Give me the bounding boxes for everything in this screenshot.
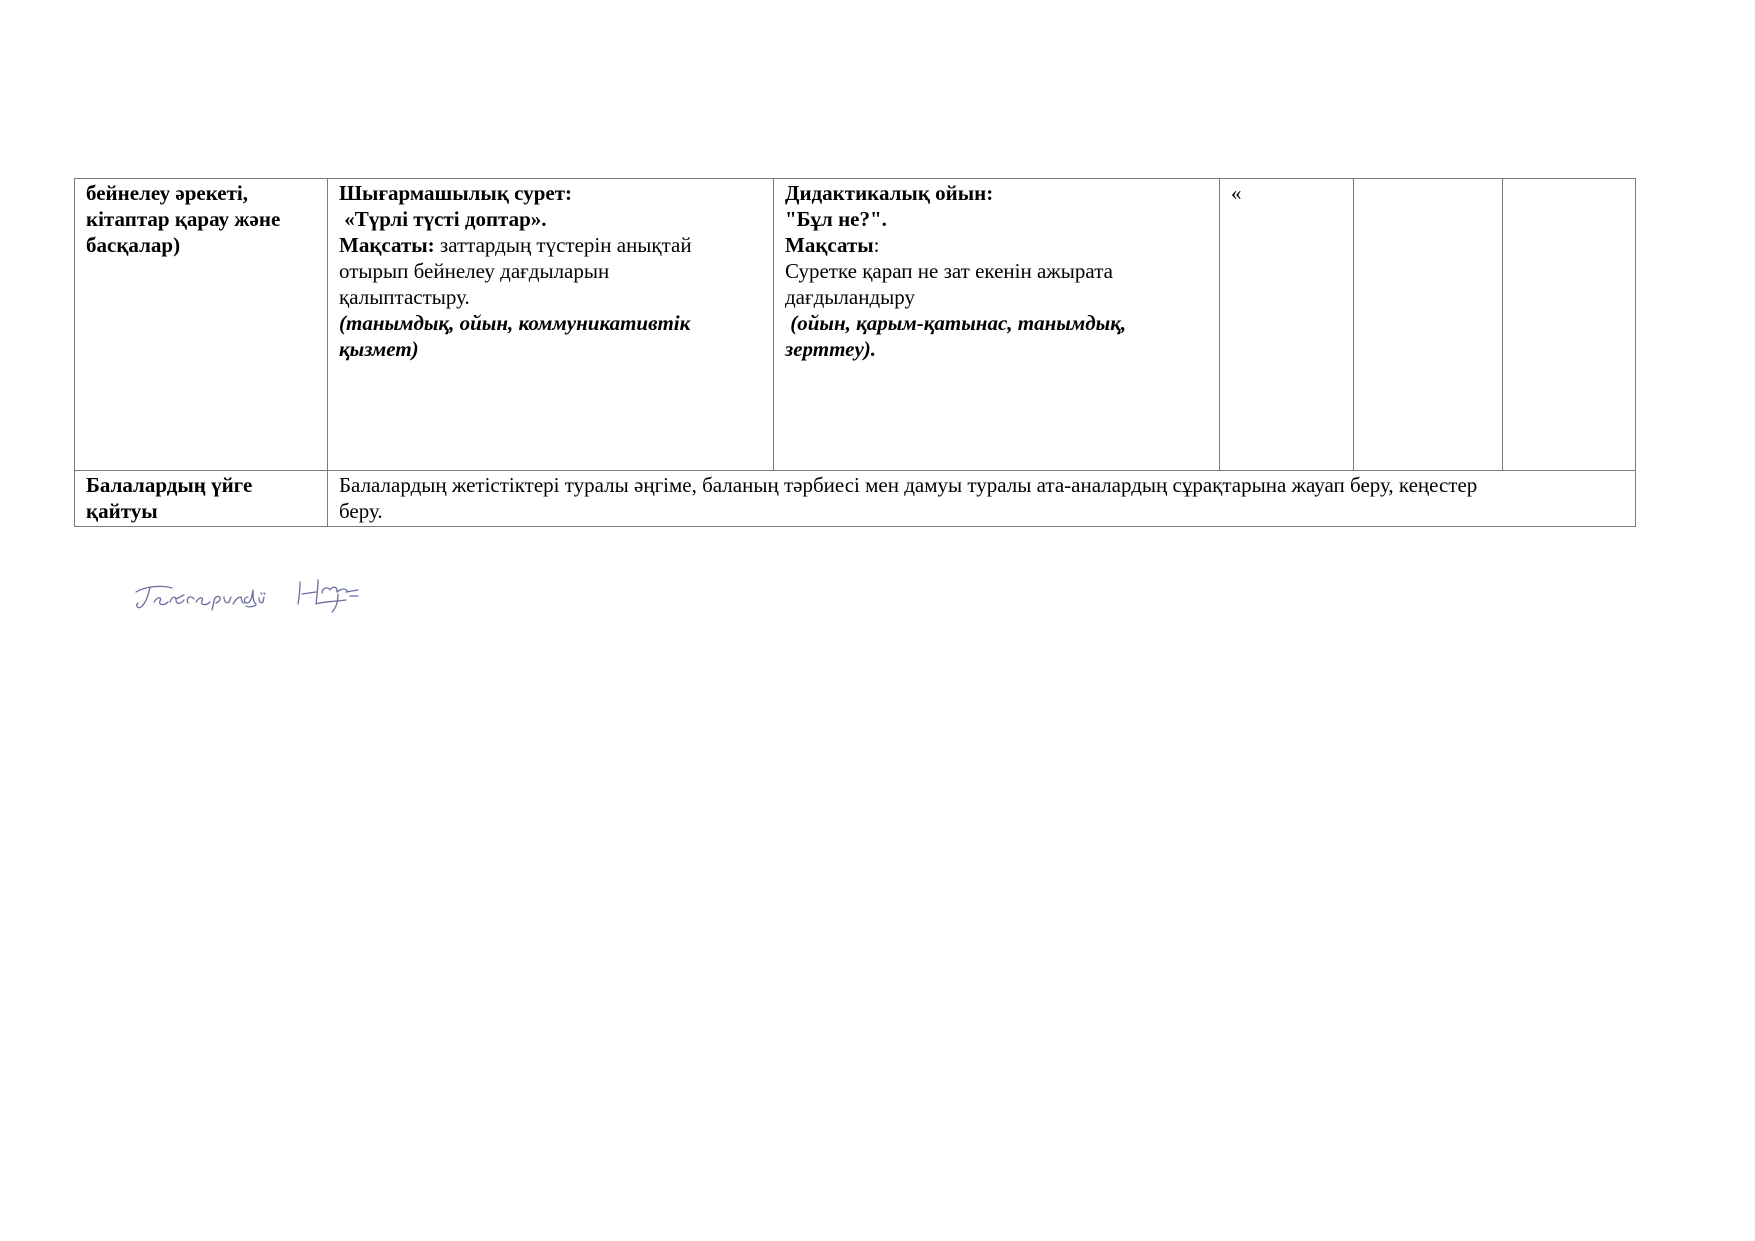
activity-types: (ойын, қарым-қатынас, танымдық, (785, 311, 1127, 335)
schedule-table (74, 178, 1636, 527)
quote-mark: « (1231, 181, 1242, 205)
goal-text: отырып бейнелеу дағдыларын (339, 259, 610, 283)
quote-cell (1220, 179, 1354, 471)
didactic-game-cell (774, 179, 1220, 471)
didactic-game-title: Дидактикалық ойын: (785, 181, 994, 205)
going-home-label: Балалардың үйге (86, 473, 253, 497)
activity-types: қызмет) (339, 337, 419, 361)
goal-text: Суретке қарап не зат екенін ажырата (785, 259, 1113, 283)
goal-label: Мақсаты (785, 233, 874, 257)
activity-category-line: кітаптар қарау және (86, 207, 281, 231)
activity-row (75, 179, 1636, 471)
going-home-label: қайтуы (86, 499, 158, 523)
empty-cell (1354, 179, 1503, 471)
goal-text: қалыптастыру. (339, 285, 470, 309)
goal-text: заттардың түстерін анықтай (434, 233, 692, 257)
going-home-text: беру. (339, 499, 383, 523)
going-home-row (75, 471, 1636, 527)
going-home-text: Балалардың жетістіктері туралы әңгіме, баланың тәрбиесі мен дамуы туралы ата-аналардың сұрақтарына жауап беру, кеңестер (339, 473, 1478, 497)
goal-text: дағдыландыру (785, 285, 915, 309)
didactic-game-goal (785, 232, 1209, 258)
goal-colon: : (873, 233, 880, 257)
goal-label: Мақсаты: (339, 233, 435, 257)
activity-types: зерттеу). (785, 337, 877, 361)
activity-types: (танымдық, ойын, коммуникативтік (339, 311, 691, 335)
going-home-text-cell (328, 471, 1636, 527)
handwritten-signature (132, 566, 392, 626)
activity-category-line: бейнелеу әрекеті, (86, 181, 249, 205)
activity-category-cell (75, 179, 328, 471)
drawing-activity-goal (339, 232, 763, 258)
drawing-activity-cell (328, 179, 774, 471)
empty-cell (1503, 179, 1636, 471)
drawing-activity-title: Шығармашылық сурет: (339, 181, 573, 205)
drawing-activity-subtitle: «Түрлі түсті доптар». (339, 207, 547, 231)
didactic-game-subtitle: "Бұл не?". (785, 207, 887, 231)
going-home-label-cell (75, 471, 328, 527)
activity-category-line: басқалар) (86, 233, 181, 257)
